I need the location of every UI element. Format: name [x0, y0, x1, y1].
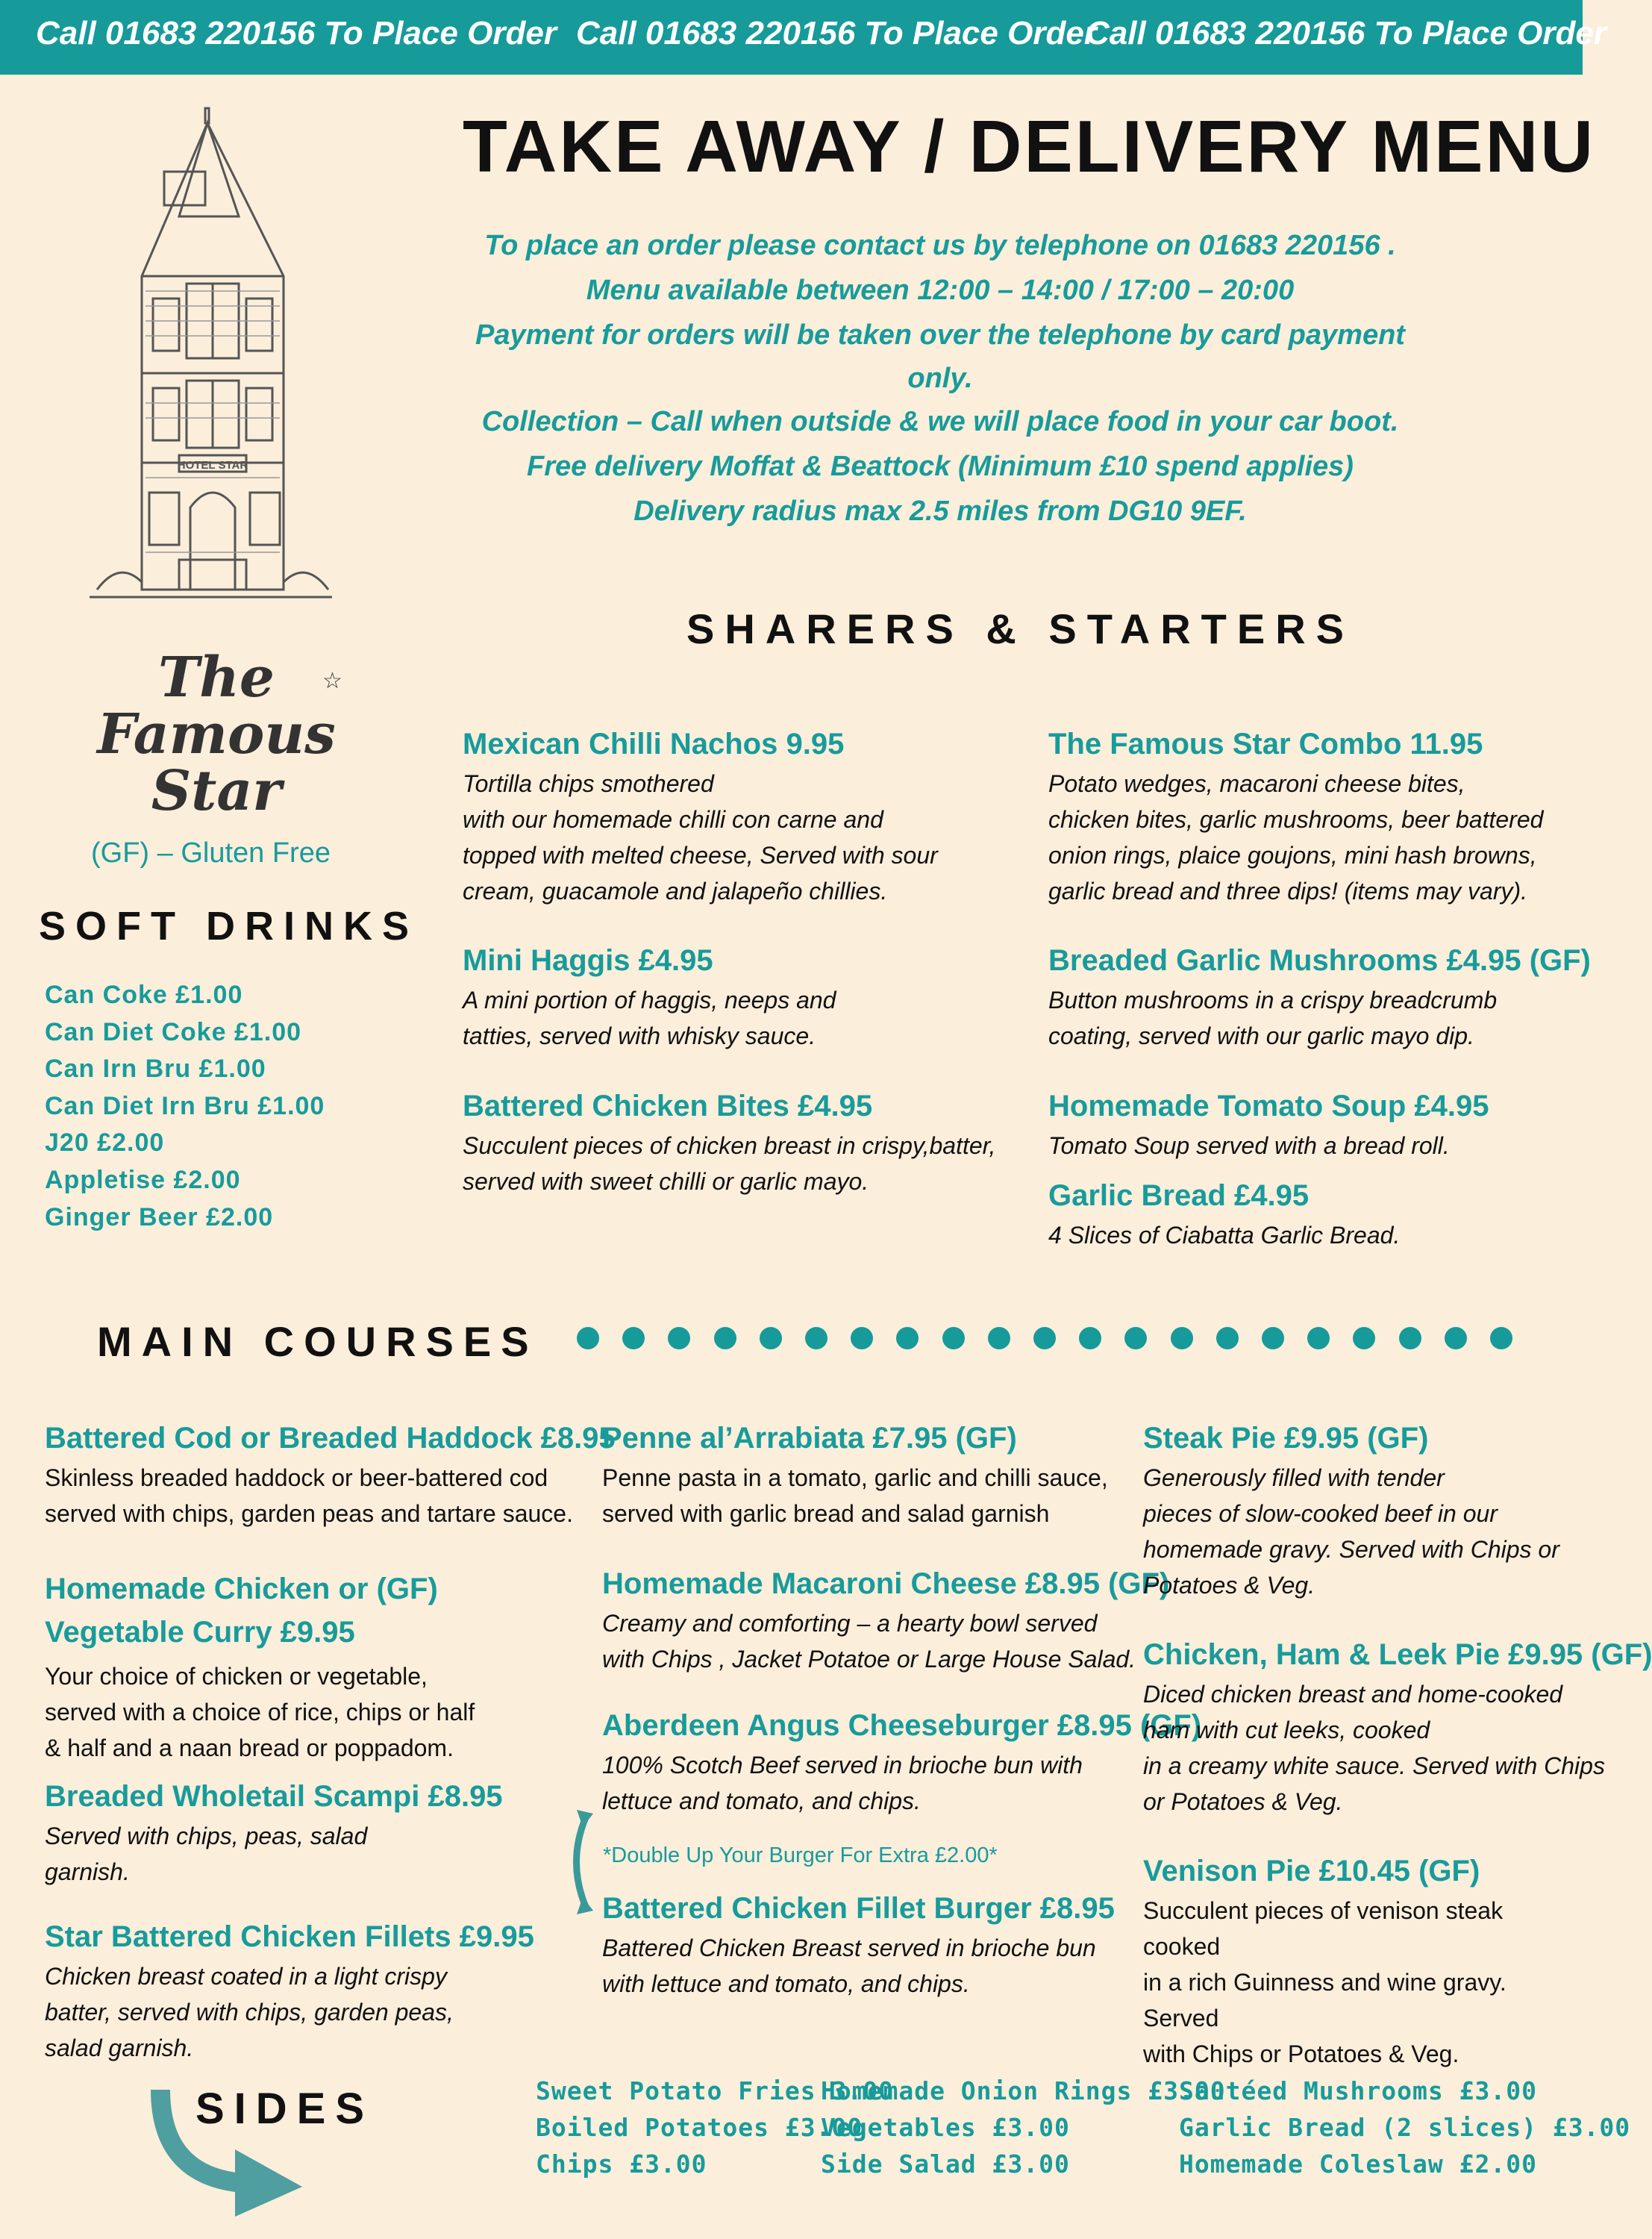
page-title: TAKE AWAY / DELIVERY MENU: [463, 105, 1596, 187]
menu-item: [602, 1892, 1115, 2002]
menu-item: [602, 1422, 1108, 1531]
divider-dot: [988, 1327, 1010, 1349]
item-description: Your choice of chicken or vegetable, served with a choice of rice, chips or half & half and a naan bread or poppadom.: [45, 1663, 475, 1761]
divider-dot: [1124, 1327, 1147, 1349]
divider-dot: [577, 1327, 599, 1349]
item-description: Succulent pieces of venison steak cooked in a rich Guinness and wine gravy. Served with Chips or Potatoes & Veg.: [1143, 1897, 1506, 2067]
side-item: Garlic Bread (2 slices) £3.00: [1179, 2113, 1631, 2142]
side-item: Homemade Onion Rings £3.00: [821, 2076, 1226, 2105]
item-name: Homemade Tomato Soup £4.95: [1048, 1090, 1489, 1122]
menu-item: [1048, 728, 1543, 909]
hotel-sign: HOTEL STAR: [177, 459, 248, 472]
hotel-building-illustration: [67, 104, 336, 627]
info-line: Free delivery Moffat & Beattock (Minimum £10 spend applies): [527, 451, 1354, 482]
call-to-order-text: Call 01683 220156 To Place Order: [1086, 15, 1606, 51]
divider-dot: [942, 1327, 965, 1349]
divider-dot: [1399, 1327, 1421, 1349]
divider-dot: [851, 1327, 873, 1349]
double-up-offer: *Double Up Your Burger For Extra £2.00*: [603, 1843, 998, 1867]
side-item: Boiled Potatoes £3.00: [536, 2113, 863, 2142]
divider-dot: [760, 1327, 782, 1349]
divider-dot: [1079, 1327, 1101, 1349]
side-item: Homemade Coleslaw £2.00: [1179, 2149, 1537, 2179]
menu-item: [45, 1920, 534, 2066]
menu-item: [463, 1090, 995, 1199]
menu-item: [1143, 1422, 1559, 1603]
drink-item: J20 £2.00: [45, 1128, 165, 1157]
menu-item: [463, 944, 836, 1054]
famous-star-logo: The Famous Star: [97, 646, 336, 823]
info-line: Menu available between 12:00 – 14:00 / 17:00 – 20:00: [586, 275, 1295, 306]
star-icon: ☆: [322, 669, 342, 693]
divider-dot: [668, 1327, 690, 1349]
item-description: Tortilla chips smothered with our homemade chilli con carne and topped with melted cheese, Served with sour cream, guacamole and jalapeño chillies.: [463, 770, 938, 905]
item-description: 100% Scotch Beef served in brioche bun with lettuce and tomato, and chips.: [602, 1752, 1083, 1814]
divider-dot: [1353, 1327, 1375, 1349]
divider-dot: [1171, 1327, 1193, 1349]
drink-item: Can Diet Irn Bru £1.00: [45, 1092, 325, 1120]
item-name: Battered Chicken Bites £4.95: [463, 1090, 873, 1122]
side-item: Side Salad £3.00: [821, 2149, 1070, 2179]
side-item: Chips £3.00: [536, 2149, 707, 2179]
info-line: To place an order please contact us by telephone on 01683 220156 .: [484, 230, 1396, 261]
sides-heading: SIDES: [195, 2085, 375, 2133]
divider-dot: [1262, 1327, 1284, 1349]
divider-dot: [622, 1327, 645, 1349]
item-name: Venison Pie £10.45 (GF): [1143, 1855, 1480, 1887]
item-name: The Famous Star Combo 11.95: [1048, 728, 1483, 761]
menu-item: [602, 1709, 1201, 1819]
divider-dot: [1307, 1327, 1330, 1349]
item-name: Aberdeen Angus Cheeseburger £8.95 (GF): [602, 1709, 1202, 1742]
item-description: Button mushrooms in a crispy breadcrumb coating, served with our garlic mayo dip.: [1048, 987, 1498, 1049]
starters-heading: SHARERS & STARTERS: [686, 605, 1355, 652]
double-arrow-icon: [563, 1806, 601, 1918]
side-item: Vegetables £3.00: [821, 2113, 1070, 2142]
menu-item: [45, 1780, 503, 1890]
item-name: Mexican Chilli Nachos 9.95: [463, 728, 845, 761]
drink-item: Can Diet Coke £1.00: [45, 1018, 302, 1046]
item-name: Battered Cod or Breaded Haddock £8.95: [45, 1422, 616, 1455]
item-name: Penne al’Arrabiata £7.95 (GF): [602, 1422, 1017, 1455]
item-name: Chicken, Ham & Leek Pie £9.95 (GF): [1143, 1638, 1652, 1671]
item-name: Breaded Garlic Mushrooms £4.95 (GF): [1048, 944, 1591, 977]
order-banner: [0, 0, 1606, 75]
info-line: Delivery radius max 2.5 miles from DG10 9EF.: [633, 496, 1247, 527]
side-item: Sautéed Mushrooms £3.00: [1179, 2076, 1537, 2105]
main-courses-heading: MAIN COURSES: [97, 1318, 539, 1365]
call-to-order-text: Call 01683 220156 To Place Order: [36, 15, 557, 51]
item-name: Steak Pie £9.95 (GF): [1143, 1422, 1429, 1455]
menu-item: [602, 1567, 1169, 1677]
item-description: Served with chips, peas, salad garnish.: [45, 1823, 368, 1885]
item-name: Homemade Chicken or (GF) Vegetable Curry £9.95: [45, 1573, 438, 1649]
drink-item: Can Irn Bru £1.00: [45, 1055, 266, 1083]
divider-dot: [1490, 1327, 1512, 1349]
item-description: Diced chicken breast and home-cooked ham with cut leeks, cooked in a creamy white sauce. Served with Chips or Potatoes & Veg.: [1143, 1681, 1605, 1815]
divider-dot: [896, 1327, 919, 1349]
drink-item: Ginger Beer £2.00: [45, 1203, 274, 1231]
menu-item: [463, 728, 938, 909]
divider-dot: [714, 1327, 736, 1349]
menu-item: [1143, 1855, 1583, 2072]
menu-item: [45, 1422, 616, 1531]
info-line: Collection – Call when outside & we will place food in your car boot.: [481, 406, 1399, 437]
menu-item: [45, 1567, 475, 1766]
menu-item: [1048, 1179, 1400, 1253]
menu-item: [1048, 1090, 1489, 1164]
gluten-free-note: (GF) – Gluten Free: [91, 837, 331, 869]
info-line: Payment for orders will be taken over the telephone by card payment only.: [475, 319, 1405, 394]
item-description: Creamy and comforting – a hearty bowl served with Chips , Jacket Potatoe or Large House Salad.: [602, 1610, 1136, 1673]
menu-item: [1048, 944, 1591, 1054]
item-description: A mini portion of haggis, neeps and tatties, served with whisky sauce.: [463, 987, 836, 1049]
drink-item: Can Coke £1.00: [45, 981, 243, 1009]
drink-item: Appletise £2.00: [45, 1166, 241, 1194]
item-name: Breaded Wholetail Scampi £8.95: [45, 1780, 503, 1813]
menu-item: [1143, 1638, 1652, 1820]
item-name: Garlic Bread £4.95: [1048, 1179, 1310, 1212]
divider-dot: [1216, 1327, 1239, 1349]
item-name: Battered Chicken Fillet Burger £8.95: [602, 1892, 1115, 1925]
item-description: Generously filled with tender pieces of slow-cooked beef in our homemade gravy. Served with Chips or Potatoes & Veg.: [1143, 1464, 1559, 1599]
divider-dot: [1445, 1327, 1467, 1349]
item-description: 4 Slices of Ciabatta Garlic Bread.: [1048, 1222, 1401, 1249]
item-description: Skinless breaded haddock or beer-battered cod served with chips, garden peas and tartare sauce.: [45, 1464, 573, 1527]
divider-dot: [805, 1327, 827, 1349]
soft-drinks-heading: SOFT DRINKS: [39, 904, 419, 949]
item-name: Star Battered Chicken Fillets £9.95: [45, 1920, 534, 1953]
item-description: Penne pasta in a tomato, garlic and chilli sauce, served with garlic bread and salad garnish: [602, 1464, 1108, 1527]
call-to-order-text: Call 01683 220156 To Place Order: [576, 15, 1097, 51]
item-name: Mini Haggis £4.95: [463, 944, 713, 977]
side-item: Sweet Potato Fries 3.00: [536, 2076, 894, 2105]
item-description: Succulent pieces of chicken breast in crispy,batter, served with sweet chilli or garlic mayo.: [463, 1132, 996, 1195]
item-description: Potato wedges, macaroni cheese bites, chicken bites, garlic mushrooms, beer battered onion rings, plaice goujons, mini hash browns, garlic bread and three dips! (items may vary).: [1048, 770, 1544, 905]
item-description: Chicken breast coated in a light crispy batter, served with chips, garden peas, salad garnish.: [45, 1963, 454, 2061]
divider-dot: [1033, 1327, 1056, 1349]
item-description: Tomato Soup served with a bread roll.: [1048, 1132, 1450, 1159]
item-name: Homemade Macaroni Cheese £8.95 (GF): [602, 1567, 1170, 1600]
item-description: Battered Chicken Breast served in brioche bun with lettuce and tomato, and chips.: [602, 1934, 1096, 1997]
